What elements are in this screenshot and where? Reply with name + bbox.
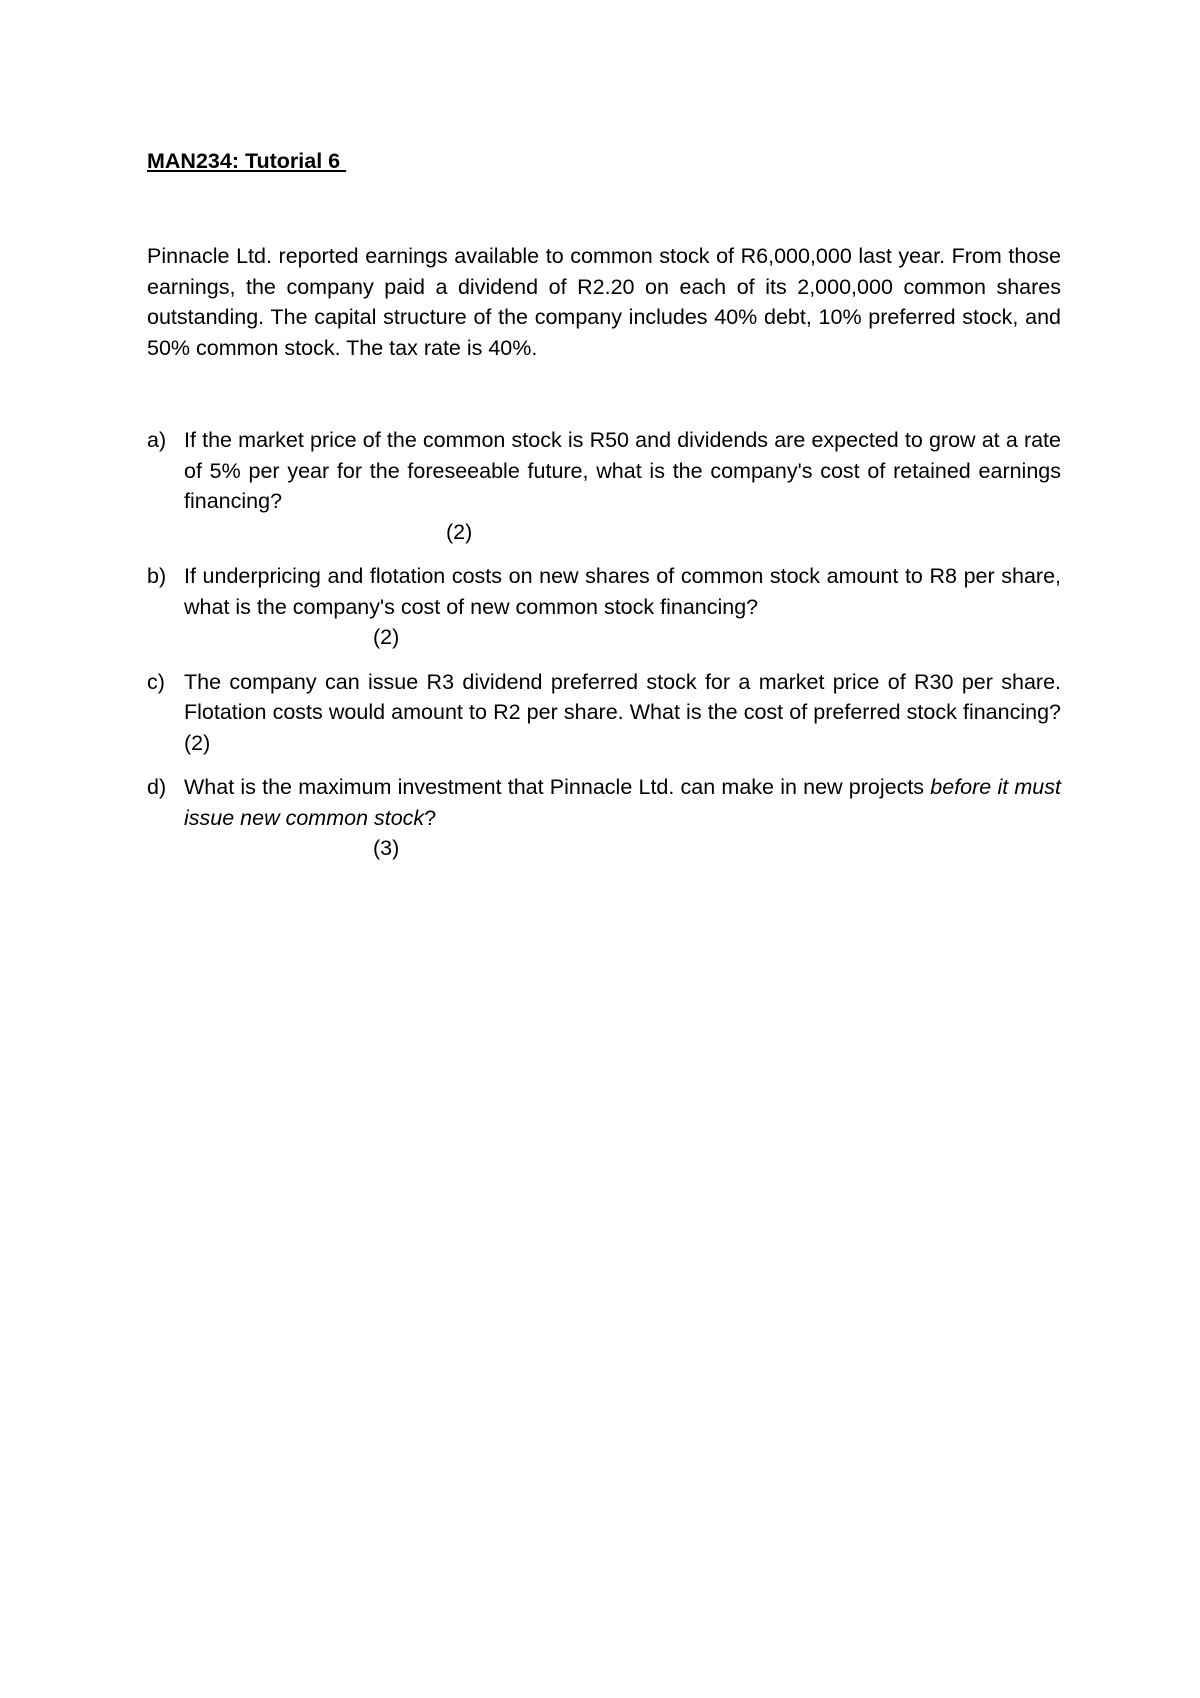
question-text: The company can issue R3 dividend preferred stock for a market price of R30 per share. Flotation costs would amount to R2 per share. What is the cost of preferred stock financing? (184, 669, 1061, 724)
intro-paragraph: Pinnacle Ltd. reported earnings available to common stock of R6,000,000 last year. From those earnings, the company paid a dividend of R2.20 on each of its 2,000,000 common shares outstanding. The capital structure of the company includes 40% debt, 10% preferred stock, and 50% common stock. The tax rate is 40%. (147, 244, 1061, 360)
question-letter: a) (147, 428, 167, 452)
question-a (147, 425, 1061, 547)
question-list (147, 425, 1061, 864)
question-body (184, 425, 1061, 547)
question-body (184, 772, 1061, 864)
question-letter: b) (147, 564, 167, 588)
page-title: MAN234: Tutorial 6 (147, 149, 347, 173)
question-marks: (2) (373, 625, 400, 649)
question-d (147, 772, 1061, 864)
document-page (147, 148, 1061, 880)
question-body (184, 561, 1061, 653)
question-text: What is the maximum investment that Pinnacle Ltd. can make in new projects (184, 775, 925, 799)
question-c (147, 667, 1061, 759)
question-text: If the market price of the common stock is R50 and dividends are expected to grow at a rate of 5% per year for the foreseeable future, what is the company's cost of retained earnings financing? (184, 428, 1061, 513)
question-text: If underpricing and flotation costs on new shares of common stock amount to R8 per share, what is the company's cost of new common stock financing? (184, 564, 1061, 619)
question-marks: (3) (373, 836, 400, 860)
question-marks: (2) (184, 730, 211, 755)
question-body (184, 667, 1061, 759)
question-text-end: ? (424, 805, 437, 830)
question-letter: c) (147, 669, 165, 694)
question-text-italic: before it must issue new common stock (184, 775, 1061, 830)
question-b (147, 561, 1061, 653)
question-marks: (2) (446, 519, 473, 544)
question-letter: d) (147, 775, 167, 799)
